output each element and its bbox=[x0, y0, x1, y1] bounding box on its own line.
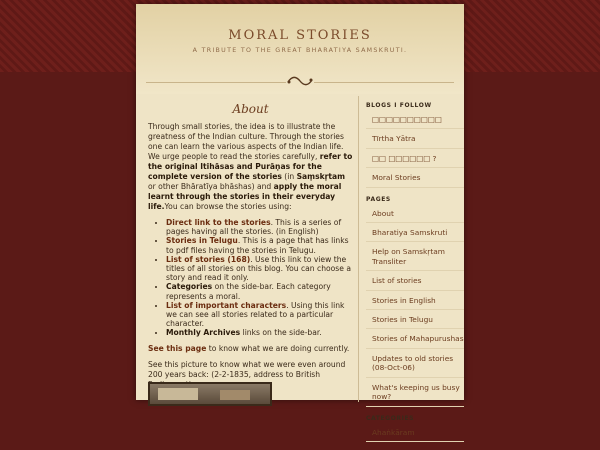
page-link[interactable]: Stories in English bbox=[366, 296, 464, 310]
list-of-stories-link[interactable]: List of stories (168) bbox=[166, 254, 251, 264]
blog-link[interactable]: □□ □□□□□□ ? bbox=[366, 154, 464, 168]
see-page-paragraph bbox=[148, 344, 353, 354]
blog-link[interactable]: Moral Stories bbox=[366, 173, 464, 187]
page-link[interactable]: Bharatiya Samskruti bbox=[366, 228, 464, 242]
picture-paragraph: See this picture to know what we were even around 200 years back: (2-2-1835, address to British bbox=[148, 359, 346, 379]
sidebar bbox=[366, 100, 464, 450]
page-link[interactable]: Stories in Telugu bbox=[366, 315, 464, 329]
monthly-archives-label: Monthly Archives bbox=[166, 328, 241, 338]
post-title[interactable]: About bbox=[232, 102, 269, 116]
site-header bbox=[136, 4, 464, 94]
pages-heading: PAGES bbox=[366, 195, 391, 203]
stories-telugu-link[interactable]: Stories in Telugu bbox=[166, 236, 238, 246]
header-divider-right bbox=[314, 82, 454, 83]
list-item bbox=[166, 236, 353, 254]
blog-link[interactable]: □□□□□□□□□□ bbox=[366, 115, 464, 129]
intro-text-2: (in bbox=[281, 172, 297, 181]
intro-bold-1: refer to the original Itihāsas and Purāṇas for the complete version of the stories bbox=[148, 152, 353, 181]
intro-text-4: You can browse the stories using: bbox=[164, 202, 292, 211]
page-link[interactable]: List of stories bbox=[366, 276, 464, 290]
ornament-swirl-icon bbox=[286, 74, 314, 88]
page-link[interactable]: About bbox=[366, 209, 464, 223]
direct-link-stories[interactable]: Direct link to the stories bbox=[166, 218, 271, 227]
page-container bbox=[136, 4, 464, 437]
historical-picture[interactable] bbox=[148, 382, 272, 406]
page-link[interactable]: Help on Samskṛtam Transliter bbox=[366, 247, 464, 271]
site-tagline: A TRIBUTE TO THE GREAT BHARATIYA SAMSKRUTI. bbox=[192, 47, 408, 54]
site-title[interactable]: MORAL STORIES bbox=[228, 28, 372, 43]
category-link[interactable]: Ahaṅkāram bbox=[366, 428, 464, 442]
see-page-text: to know what we are doing currently. bbox=[206, 343, 350, 353]
picture-detail bbox=[158, 388, 198, 400]
categories-heading: CATEGORIES bbox=[366, 414, 415, 422]
blogs-list bbox=[366, 115, 464, 188]
list-item-text: . This is a page that has links to pdf files having the stories in Telugu. bbox=[166, 236, 349, 255]
intro-bold-3: apply the moral learnt through the stories in their everyday life. bbox=[148, 182, 342, 211]
intro-text-1: Through small stories, the idea is to illustrate the greatness of the Indian culture. Through the stories one can learn the various aspects of the Indian life. We urge people to read the stories carefully, bbox=[148, 122, 344, 161]
column-divider bbox=[358, 96, 359, 402]
important-characters-link[interactable]: List of important characters bbox=[166, 300, 287, 310]
list-item-text: . Using this link we can see all stories related to a particular character. bbox=[166, 300, 345, 329]
page-link[interactable]: What's keeping us busy now? bbox=[366, 383, 464, 407]
pages-list bbox=[366, 209, 464, 407]
list-item-text: on the side-bar. Each category represents a moral. bbox=[166, 282, 331, 301]
list-item-text: . This is a series of pages having all the stories. (in English) bbox=[166, 218, 342, 237]
intro-paragraph bbox=[148, 122, 353, 212]
blog-link[interactable]: Tīrtha Yātra bbox=[366, 134, 464, 148]
browse-options-list bbox=[148, 218, 353, 338]
list-item-text: . Use this link to view the titles of all stories on this blog. You can choose a story and read it only. bbox=[166, 254, 351, 283]
list-item bbox=[166, 255, 353, 283]
blogs-heading: BLOGS I FOLLOW bbox=[366, 102, 432, 109]
list-item bbox=[166, 328, 353, 337]
page-link[interactable]: Updates to old stories (08-Oct-06) bbox=[366, 354, 464, 378]
categories-list bbox=[366, 428, 464, 442]
list-item bbox=[166, 301, 353, 329]
intro-text-3: or other Bhāratīya bhāshas) and bbox=[148, 182, 274, 191]
list-item bbox=[166, 218, 353, 236]
see-this-page-link[interactable]: See this page bbox=[148, 343, 207, 353]
categories-label: Categories bbox=[166, 282, 213, 292]
header-divider-left bbox=[146, 82, 286, 83]
list-item-text: links on the side-bar. bbox=[240, 328, 322, 338]
page-link[interactable]: Stories of Mahapurushas bbox=[366, 334, 464, 348]
main-content bbox=[148, 100, 353, 396]
list-item bbox=[166, 282, 353, 300]
intro-bold-2: Saṃskṛtam bbox=[296, 172, 346, 181]
picture-detail bbox=[220, 390, 250, 400]
